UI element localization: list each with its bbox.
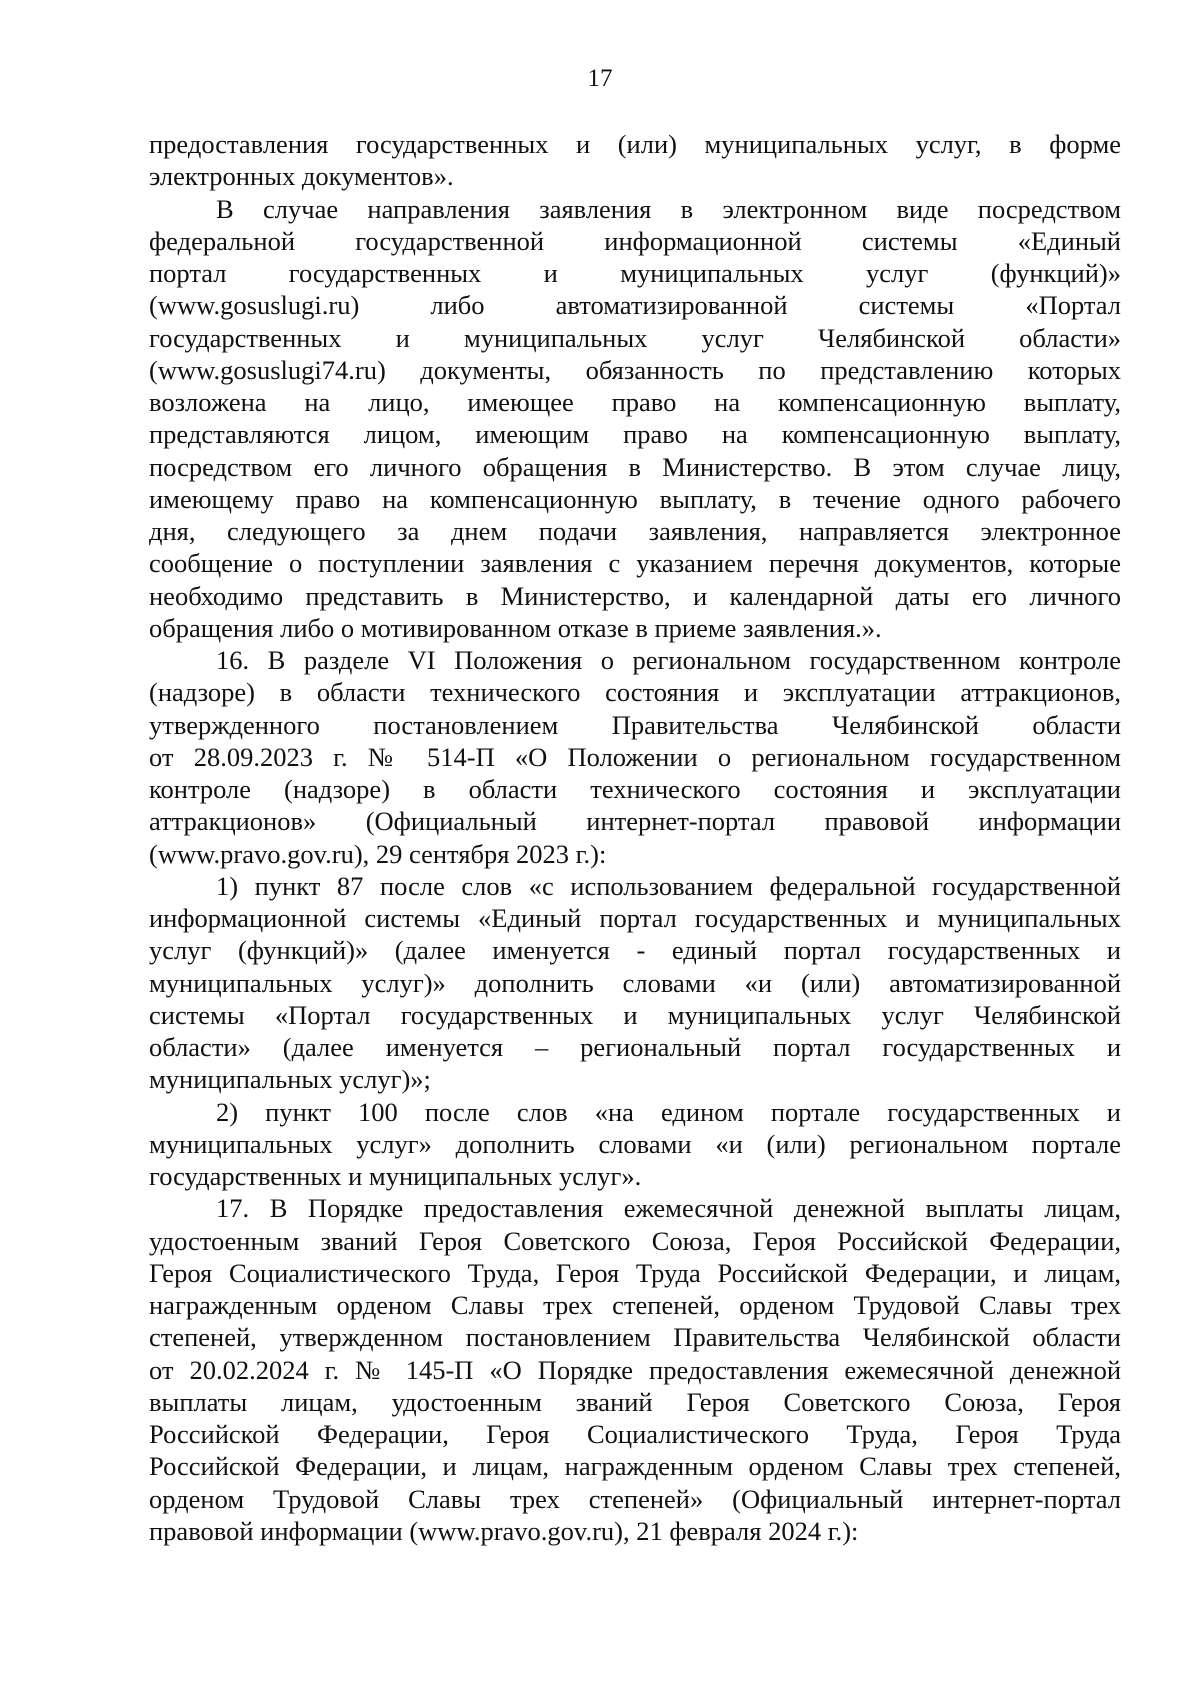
text-line: портал государственных и муниципальных услуг (функций)» — [149, 258, 1121, 288]
text-line: (www.pravo.gov.ru), 29 сентября 2023 г.): — [149, 838, 607, 869]
text-line: федеральной государственной информационной системы «Единый — [149, 225, 1121, 256]
text-line: посредством его личного обращения в Министерство. В этом случае лицу, — [149, 451, 1121, 482]
text-line: услуг (функций)» (далее именуется - единый портал государственных и — [149, 935, 1121, 966]
text-line: государственных и муниципальных услуг Челябинской области» — [149, 322, 1121, 353]
text-line: контроле (надзоре) в области технического состояния и эксплуатации — [149, 774, 1121, 804]
text-line: В случае направления заявления в электронном виде посредством — [216, 193, 1121, 224]
text-line: (www.gosuslugi.ru) либо автоматизированной системы «Портал — [149, 290, 1121, 321]
text-line: дня, следующего за днем подачи заявления, направляется электронное — [149, 516, 1121, 546]
text-line: от 28.09.2023 г. № 514-П «О Положении о региональном государственном — [149, 741, 1121, 772]
text-line: Героя Социалистического Труда, Героя Труда Российской Федерации, и лицам, — [149, 1257, 1121, 1288]
text-line: 1) пункт 87 после слов «с использованием федеральной государственной — [216, 870, 1121, 901]
paragraph-continuation — [149, 128, 1121, 193]
text-line: Российской Федерации, Героя Социалистического Труда, Героя Труда — [149, 1419, 1121, 1449]
text-line: 17. В Порядке предоставления ежемесячной денежной выплаты лицам, — [216, 1193, 1121, 1224]
paragraph-subitem-2 — [149, 1096, 1121, 1193]
paragraph-item-16 — [149, 644, 1121, 870]
text-line: муниципальных услуг» дополнить словами «и (или) региональном портале — [149, 1128, 1121, 1159]
text-line: информационной системы «Единый портал государственных и муниципальных — [149, 903, 1121, 933]
text-line: электронных документов». — [149, 161, 454, 192]
text-line: Российской Федерации, и лицам, награжденным орденом Славы трех степеней, — [149, 1451, 1121, 1482]
text-line: представляются лицом, имеющим право на компенсационную выплату, — [149, 419, 1121, 450]
text-line: степеней, утвержденном постановлением Правительства Челябинской области — [149, 1322, 1121, 1353]
text-line: муниципальных услуг)»; — [149, 1064, 431, 1095]
text-line: аттракционов» (Официальный интернет-портал правовой информации — [149, 806, 1121, 837]
text-line: сообщение о поступлении заявления с указанием перечня документов, которые — [149, 548, 1121, 579]
text-line: 16. В разделе VI Положения о региональном государственном контроле — [216, 645, 1121, 675]
text-line: предоставления государственных и (или) муниципальных услуг, в форме — [149, 129, 1121, 159]
text-line: награжденным орденом Славы трех степеней, орденом Трудовой Славы трех — [149, 1290, 1121, 1320]
paragraph-subitem-1 — [149, 870, 1121, 1096]
text-line: области» (далее именуется – региональный портал государственных и — [149, 1032, 1121, 1062]
text-line: утвержденного постановлением Правительства Челябинской области — [149, 709, 1121, 740]
text-line: муниципальных услуг)» дополнить словами «и (или) автоматизированной — [149, 967, 1121, 998]
text-line: выплаты лицам, удостоенным званий Героя Советского Союза, Героя — [149, 1386, 1121, 1417]
text-line: правовой информации (www.pravo.gov.ru), 21 февраля 2024 г.): — [149, 1515, 859, 1546]
text-line: (www.gosuslugi74.ru) документы, обязанность по представлению которых — [149, 354, 1121, 385]
text-line: необходимо представить в Министерство, и календарной даты его личного — [149, 580, 1121, 611]
text-line: возложена на лицо, имеющее право на компенсационную выплату, — [149, 387, 1121, 417]
text-line: от 20.02.2024 г. № 145-П «О Порядке предоставления ежемесячной денежной — [149, 1354, 1121, 1385]
text-line: имеющему право на компенсационную выплату, в течение одного рабочего — [149, 483, 1121, 514]
text-line: государственных и муниципальных услуг». — [149, 1161, 642, 1191]
text-line: удостоенным званий Героя Советского Союза, Героя Российской Федерации, — [149, 1225, 1121, 1256]
document-body — [149, 128, 1121, 1547]
paragraph-item-17 — [149, 1192, 1121, 1547]
paragraph-electronic-application — [149, 193, 1121, 645]
text-line: орденом Трудовой Славы трех степеней» (Официальный интернет-портал — [149, 1483, 1121, 1514]
text-line: (надзоре) в области технического состояния и эксплуатации аттракционов, — [149, 677, 1121, 708]
text-line: обращения либо о мотивированном отказе в приеме заявления.». — [149, 612, 882, 643]
page-number: 17 — [587, 65, 613, 92]
text-line: 2) пункт 100 после слов «на едином портале государственных и — [216, 1096, 1121, 1127]
text-line: системы «Портал государственных и муниципальных услуг Челябинской — [149, 999, 1121, 1030]
